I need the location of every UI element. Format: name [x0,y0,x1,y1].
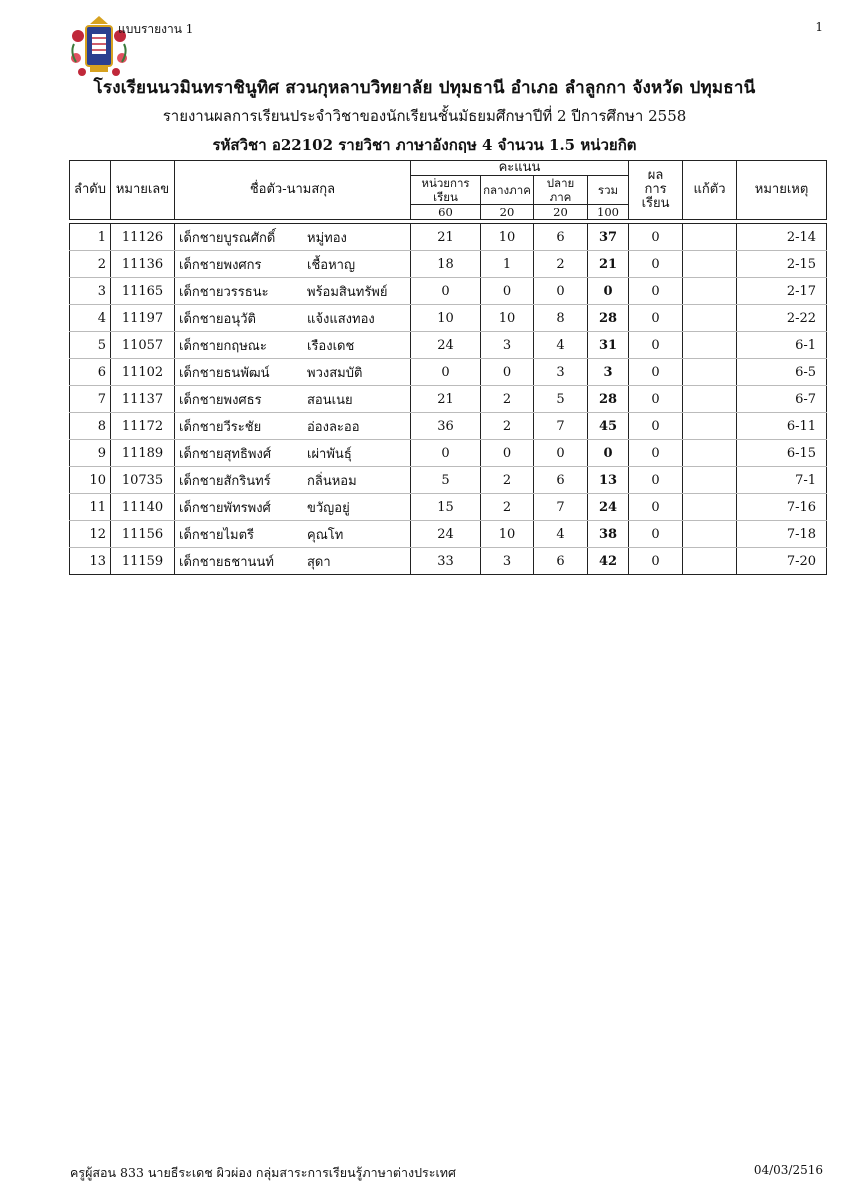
cell-seq: 13 [70,548,111,575]
student-last-name: พวงสมบัติ [307,365,363,381]
cell-remark: 2-22 [737,305,827,332]
cell-name [175,440,411,467]
cell-remedial [683,494,737,521]
cell-seq: 4 [70,305,111,332]
cell-remedial [683,251,737,278]
cell-student-id: 11172 [111,413,175,440]
cell-remedial [683,413,737,440]
cell-remedial [683,386,737,413]
student-last-name: เชื้อหาญ [307,257,356,273]
cell-unit-score: 33 [411,548,481,575]
cell-total-score: 24 [588,494,629,521]
cell-total-score: 21 [588,251,629,278]
cell-remedial [683,521,737,548]
cell-grade: 0 [629,332,683,359]
header-final-max: 20 [534,205,588,220]
cell-seq: 12 [70,521,111,548]
student-last-name: ขวัญอยู่ [307,500,350,516]
cell-midterm-score: 10 [481,224,534,251]
cell-student-id: 11165 [111,278,175,305]
cell-seq: 11 [70,494,111,521]
cell-final-score: 3 [534,359,588,386]
student-last-name: สุดา [307,554,331,570]
school-name-line: โรงเรียนนวมินทราชินูทิศ สวนกุหลาบวิทยาลัย ปทุมธานี อำเภอ ลำลูกกา จังหวัด ปทุมธานี [93,78,756,98]
cell-total-score: 31 [588,332,629,359]
cell-total-score: 37 [588,224,629,251]
cell-seq: 5 [70,332,111,359]
cell-seq: 7 [70,386,111,413]
cell-grade: 0 [629,224,683,251]
header-remark: หมายเหตุ [737,161,827,220]
cell-name [175,332,411,359]
table-row [70,494,827,521]
header-unit-learning: หน่วยการเรียน [411,176,481,205]
cell-remark: 2-14 [737,224,827,251]
header-scores: คะแนน [411,161,629,176]
cell-name [175,521,411,548]
student-first-name: เด็กชายบูรณศักดิ์ [179,230,276,246]
table-row [70,467,827,494]
table-row [70,413,827,440]
cell-name [175,251,411,278]
student-first-name: เด็กชายสุทธิพงศ์ [179,446,272,462]
cell-remedial [683,278,737,305]
cell-midterm-score: 10 [481,521,534,548]
cell-midterm-score: 2 [481,467,534,494]
student-first-name: เด็กชายวรรธนะ [179,284,269,300]
header-student-id: หมายเลข [111,161,175,220]
cell-name [175,224,411,251]
header-midterm-max: 20 [481,205,534,220]
cell-midterm-score: 10 [481,305,534,332]
student-first-name: เด็กชายอนุวัติ [179,311,256,327]
table-row [70,332,827,359]
cell-remedial [683,440,737,467]
cell-total-score: 38 [588,521,629,548]
cell-total-score: 45 [588,413,629,440]
student-first-name: เด็กชายไมตรี [179,527,255,543]
cell-remedial [683,548,737,575]
page-number: 1 [815,20,823,34]
cell-midterm-score: 1 [481,251,534,278]
cell-grade: 0 [629,413,683,440]
header-seq: ลำดับ [70,161,111,220]
table-row [70,548,827,575]
cell-unit-score: 0 [411,278,481,305]
student-first-name: เด็กชายสักรินทร์ [179,473,271,489]
cell-final-score: 0 [534,440,588,467]
student-last-name: คุณโท [307,527,344,543]
cell-total-score: 28 [588,305,629,332]
cell-remark: 6-15 [737,440,827,467]
cell-seq: 3 [70,278,111,305]
cell-final-score: 7 [534,413,588,440]
student-first-name: เด็กชายธนพัฒน์ [179,365,270,381]
cell-unit-score: 5 [411,467,481,494]
cell-final-score: 6 [534,224,588,251]
table-row [70,305,827,332]
header-result-bottom: การเรียน [641,182,670,211]
cell-student-id: 11140 [111,494,175,521]
student-last-name: แจ้งแสงทอง [307,311,375,327]
cell-unit-score: 24 [411,332,481,359]
cell-grade: 0 [629,440,683,467]
student-first-name: เด็กชายพงศธร [179,392,262,408]
cell-name [175,548,411,575]
cell-remark: 6-1 [737,332,827,359]
student-first-name: เด็กชายกฤษณะ [179,338,267,354]
cell-grade: 0 [629,251,683,278]
student-first-name: เด็กชายพงศกร [179,257,262,273]
cell-name [175,305,411,332]
cell-remark: 7-20 [737,548,827,575]
student-last-name: เรืองเดช [307,338,355,354]
table-row [70,224,827,251]
cell-student-id: 10735 [111,467,175,494]
cell-seq: 8 [70,413,111,440]
cell-midterm-score: 2 [481,494,534,521]
student-last-name: พร้อมสินทรัพย์ [307,284,388,300]
scores-table [69,160,827,575]
cell-unit-score: 24 [411,521,481,548]
cell-student-id: 11057 [111,332,175,359]
cell-remark: 6-11 [737,413,827,440]
cell-unit-score: 18 [411,251,481,278]
table-row [70,386,827,413]
cell-grade: 0 [629,494,683,521]
table-row [70,440,827,467]
student-last-name: หมู่ทอง [307,230,347,246]
cell-grade: 0 [629,548,683,575]
cell-seq: 10 [70,467,111,494]
cell-remedial [683,224,737,251]
student-first-name: เด็กชายพัทรพงศ์ [179,500,271,516]
cell-unit-score: 10 [411,305,481,332]
cell-final-score: 4 [534,332,588,359]
cell-final-score: 4 [534,521,588,548]
cell-student-id: 11126 [111,224,175,251]
cell-remedial [683,332,737,359]
student-first-name: เด็กชายวีระชัย [179,419,262,435]
cell-seq: 2 [70,251,111,278]
student-last-name: อ่องละออ [307,419,360,435]
cell-student-id: 11136 [111,251,175,278]
header-name: ชื่อตัว-นามสกุล [175,161,411,220]
cell-total-score: 0 [588,440,629,467]
cell-grade: 0 [629,521,683,548]
cell-name [175,278,411,305]
cell-seq: 9 [70,440,111,467]
cell-grade: 0 [629,359,683,386]
header-final: ปลายภาค [534,176,588,205]
teacher-info: ครูผู้สอน 833 นายธีระเดช ผิวผ่อง กลุ่มสาระการเรียนรู้ภาษาต่างประเทศ [70,1165,456,1180]
cell-final-score: 7 [534,494,588,521]
cell-student-id: 11189 [111,440,175,467]
cell-remark: 7-1 [737,467,827,494]
cell-midterm-score: 0 [481,359,534,386]
cell-remark: 2-17 [737,278,827,305]
cell-remark: 6-7 [737,386,827,413]
cell-remark: 7-18 [737,521,827,548]
cell-final-score: 6 [534,548,588,575]
cell-student-id: 11197 [111,305,175,332]
cell-remark: 6-5 [737,359,827,386]
cell-final-score: 0 [534,278,588,305]
cell-total-score: 28 [588,386,629,413]
cell-student-id: 11156 [111,521,175,548]
cell-total-score: 0 [588,278,629,305]
header-total-max: 100 [588,205,629,220]
cell-final-score: 8 [534,305,588,332]
cell-total-score: 42 [588,548,629,575]
cell-midterm-score: 2 [481,386,534,413]
table-row [70,278,827,305]
header-midterm: กลางภาค [481,176,534,205]
student-last-name: กลิ่นหอม [307,473,357,489]
cell-remedial [683,359,737,386]
cell-unit-score: 0 [411,440,481,467]
cell-midterm-score: 3 [481,332,534,359]
cell-unit-score: 21 [411,386,481,413]
table-body [70,224,827,575]
header-result [629,161,683,220]
cell-final-score: 2 [534,251,588,278]
cell-midterm-score: 2 [481,413,534,440]
cell-unit-score: 36 [411,413,481,440]
subject-info: รหัสวิชา อ22102 รายวิชา ภาษาอังกฤษ 4 จำนวน 1.5 หน่วยกิต [212,136,637,154]
header-total: รวม [588,176,629,205]
table-row [70,359,827,386]
cell-seq: 6 [70,359,111,386]
cell-remedial [683,305,737,332]
cell-name [175,359,411,386]
cell-midterm-score: 0 [481,278,534,305]
cell-unit-score: 21 [411,224,481,251]
header-result-top: ผล [647,168,664,183]
cell-midterm-score: 0 [481,440,534,467]
cell-final-score: 5 [534,386,588,413]
report-date: 04/03/2516 [753,1163,823,1177]
cell-student-id: 11137 [111,386,175,413]
student-first-name: เด็กชายธชานนท์ [179,554,274,570]
cell-grade: 0 [629,305,683,332]
student-last-name: สอนเนย [307,392,353,408]
header-unit-learning-max: 60 [411,205,481,220]
cell-grade: 0 [629,278,683,305]
cell-name [175,494,411,521]
cell-total-score: 3 [588,359,629,386]
cell-seq: 1 [70,224,111,251]
table-row [70,521,827,548]
cell-grade: 0 [629,467,683,494]
cell-name [175,386,411,413]
report-title: รายงานผลการเรียนประจำวิชาของนักเรียนชั้นมัธยมศึกษาปีที่ 2 ปีการศึกษา 2558 [162,107,687,125]
cell-student-id: 11159 [111,548,175,575]
cell-remark: 2-15 [737,251,827,278]
cell-unit-score: 0 [411,359,481,386]
header-remedial: แก้ตัว [683,161,737,220]
cell-final-score: 6 [534,467,588,494]
cell-remedial [683,467,737,494]
cell-midterm-score: 3 [481,548,534,575]
cell-name [175,467,411,494]
cell-remark: 7-16 [737,494,827,521]
cell-student-id: 11102 [111,359,175,386]
cell-total-score: 13 [588,467,629,494]
student-last-name: เผ่าพันธุ์ [307,446,352,462]
cell-grade: 0 [629,386,683,413]
cell-name [175,413,411,440]
form-name: แบบรายงาน 1 [118,22,194,36]
cell-unit-score: 15 [411,494,481,521]
table-row [70,251,827,278]
